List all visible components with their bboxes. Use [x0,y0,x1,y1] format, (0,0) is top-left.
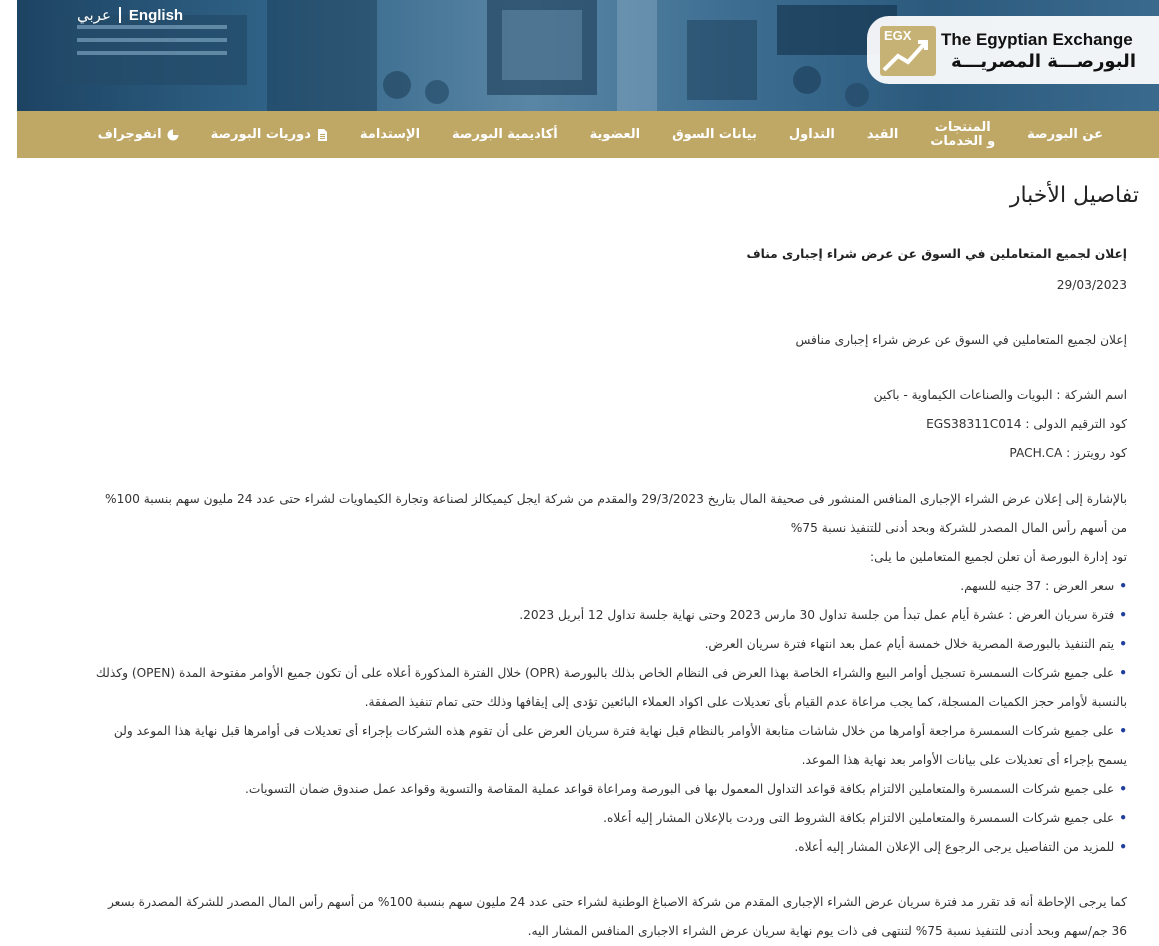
intro-text: تود إدارة البورصة أن تعلن لجميع المتعاملين ما يلى: [870,550,1127,564]
nav-listing[interactable] [851,127,915,142]
bullet-offer-price: • سعر العرض : 37 جنيه للسهم. [74,572,1127,601]
nav-market-data-label: بيانات السوق [672,127,757,142]
company-name: اسم الشركة : البويات والصناعات الكيماوية - باكين [873,388,1127,402]
pie-chart-icon [167,129,179,141]
egx-logo[interactable] [867,16,1159,84]
news-subject: إعلان لجميع المتعاملين في السوق عن عرض شراء إجبارى منافس [795,333,1127,347]
chart-arrow-icon [880,26,936,76]
nav-listing-label: القيد [866,127,899,142]
bullet-brokerage-orders-continued: بالنسبة لأوامر حجز الكميات المسجلة، كما يجب مراعاة عدم القيام بأى تعديلات على اكواد العملاء البائعين تؤدى إلى إيقافها وذلك حتى تمام تنفيذ الصفقة. [364,695,1127,709]
nav-academy-label: أكاديمية البورصة [452,127,558,142]
bullet-brokerage-orders: • على جميع شركات السمسرة تسجيل أوامر البيع والشراء الخاصة بهذا العرض فى النظام الخاص بذلك بالبورصة (OPR) خلال الفترة المذكورة أعلاه على أن تكون جميع الأوامر مفتوحة المدة (OPEN) وكذلك [74,659,1127,688]
nav-infographic[interactable] [82,127,195,142]
egx-badge [880,26,936,76]
nav-academy[interactable] [436,127,574,142]
bullet-execution: • يتم التنفيذ بالبورصة المصرية خلال خمسة أيام عمل بعد انتهاء فترة سريان العرض. [74,630,1127,659]
news-date: 29/03/2023 [1056,278,1127,292]
news-title: إعلان لجميع المتعاملين في السوق عن عرض شراء إجبارى مناف [746,247,1127,261]
arabic-language-link[interactable]: عربي [77,7,111,24]
paragraph-2-line-1: كما يرجى الإحاطة أنه قد تقرر مد فترة سريان عرض الشراء الإجبارى المقدم من شركة الاصباغ الوطنية لشراء حتى عدد 24 مليون سهم بنسبة 100% من أسهم رأس المال المصدر للشركة المصدرة بسعر [107,895,1127,909]
bullet-offer-conditions: • على جميع شركات السمسرة والمتعاملين الالتزام بكافة الشروط التى وردت بالإعلان المشار إليه أعلاه. [74,804,1127,833]
nav-about[interactable] [1011,127,1119,142]
bullet-order-review: • على جميع شركات السمسرة مراجعة أوامرها من خلال شاشات متابعة الأوامر بالنظام قبل نهاية فترة سريان العرض على أن تقوم هذه الشركات بإجراء أى تعديلات فى أوامرها قبل نهاية هذا الموعد ولن [74,717,1127,746]
nav-trading[interactable] [773,127,851,142]
english-language-link[interactable]: English [128,6,184,24]
paragraph-2-line-2: 36 جم/سهم وبحد أدنى للتنفيذ نسبة 75% لتنتهى فى ذات يوم نهاية سريان عرض الشراء الاجبارى المنافس المشار اليه. [527,924,1127,938]
header-banner [17,0,1159,111]
nav-membership-label: العضوية [589,127,641,142]
paragraph-1-line-1: بالإشارة إلى إعلان عرض الشراء الإجبارى المنافس المنشور فى صحيفة المال بتاريخ 29/3/2023 والمقدم من شركة ايجل كيميكالز لصناعة وتجارة الكيماويات لشراء حتى عدد 24 مليون سهم بنسبة 100% [105,492,1127,506]
bullet-order-review-continued: يسمح بإجراء أى تعديلات على بيانات الأوامر بعد نهاية هذا الموعد. [801,753,1127,767]
language-divider [119,7,121,23]
bullet-trading-rules: • على جميع شركات السمسرة والمتعاملين الالتزام بكافة قواعد التداول المعمول بها فى البورصة ومراعاة قواعد عملية المقاصة والتسوية وقواعد عمل صندوق ضمان التسويات. [74,775,1127,804]
egx-badge-text: EGX [884,28,912,43]
nav-publications[interactable] [195,127,344,142]
bullet-offer-period: • فترة سريان العرض : عشرة أيام عمل تبدأ من جلسة تداول 30 مارس 2023 وحتى نهاية جلسة تداول 12 أبريل 2023. [74,601,1127,630]
main-navigation [17,111,1159,158]
paragraph-1-line-2: من أسهم رأس المال المصدر للشركة وبحد أدنى للتنفيذ نسبة 75% [790,521,1127,535]
logo-arabic-name: البورصـــة المصريـــة [950,51,1136,72]
page-title: تفاصيل الأخبار [1009,183,1139,208]
nav-market-data[interactable] [656,127,773,142]
nav-products-label-line2: و الخدمات [930,133,996,149]
nav-infographic-label: انفوجراف [97,127,162,142]
reuters-code: كود رويترز : PACH.CA [1009,446,1127,460]
nav-trading-label: التداول [788,127,835,142]
nav-products-label-line1: المنتجات [934,119,991,135]
nav-products-services[interactable] [914,121,1011,149]
nav-about-label: عن البورصة [1027,127,1103,142]
isin-code: كود الترقيم الدولى : EGS38311C014 [926,417,1127,431]
logo-english-name: The Egyptian Exchange [941,30,1133,49]
bullet-more-details: • للمزيد من التفاصيل يرجى الرجوع إلى الإعلان المشار إليه أعلاه. [74,833,1127,862]
language-switcher [77,6,183,24]
document-icon [316,129,328,141]
nav-sustainability[interactable] [344,127,436,142]
nav-publications-label: دوريات البورصة [210,127,311,142]
news-content [74,240,1127,946]
nav-sustainability-label: الإستدامة [359,127,421,142]
nav-membership[interactable] [574,127,656,142]
